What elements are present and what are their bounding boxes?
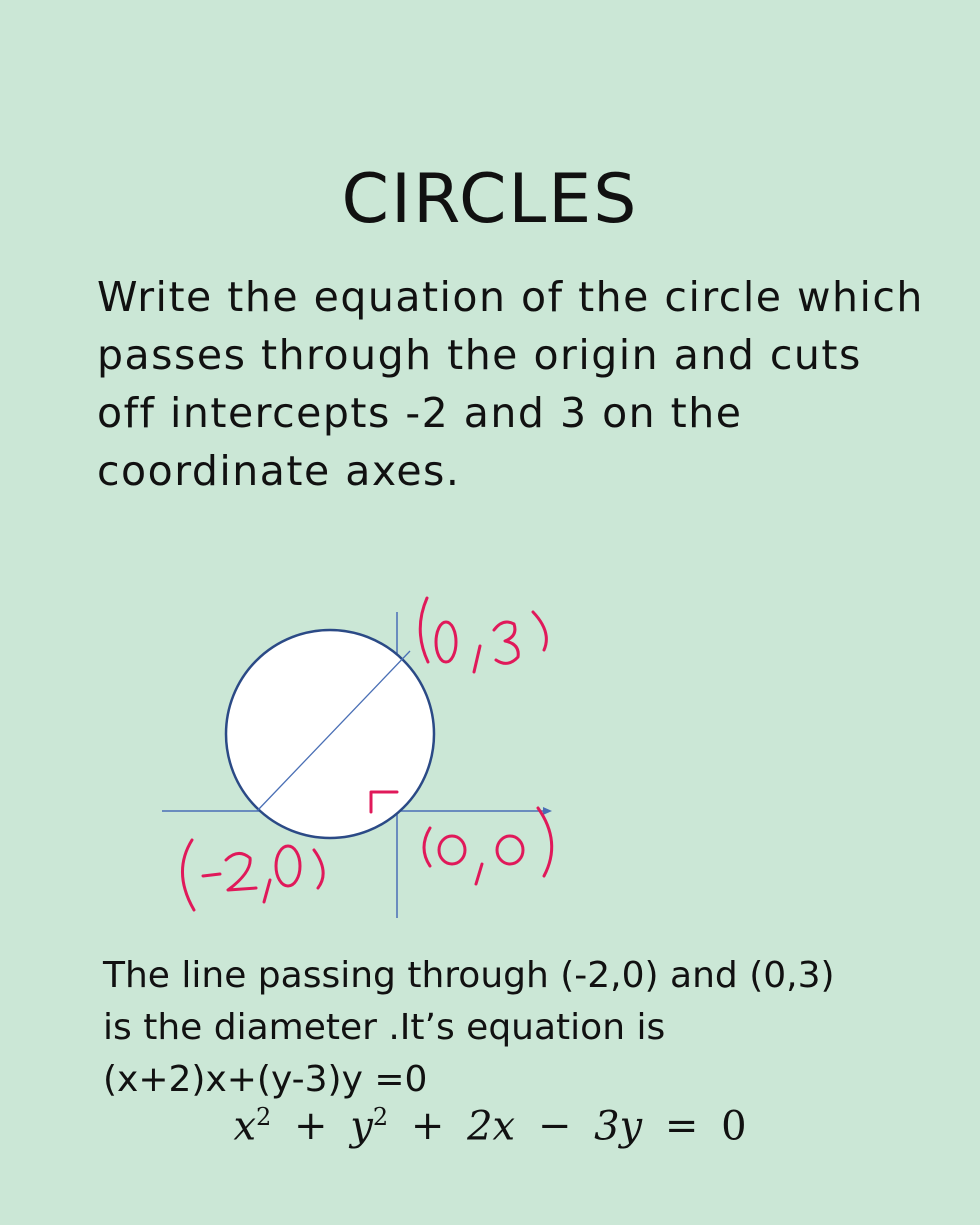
solution-line: is the diameter .It’s equation is — [103, 1007, 666, 1048]
x-axis-arrow-icon — [543, 807, 552, 815]
final-equation: $x^2 + y^2 + 2x - 3y = 0$ — [233, 1103, 747, 1150]
question-line: Write the equation of the circle which — [97, 273, 924, 321]
question-line: off intercepts -2 and 3 on the — [97, 389, 743, 437]
solution-line: The line passing through (-2,0) and (0,3) — [103, 955, 835, 996]
point-label-0-0 — [424, 808, 552, 884]
question-line: coordinate axes. — [97, 447, 461, 495]
point-label-neg2-0 — [182, 840, 323, 910]
page-title: CIRCLES — [341, 160, 639, 239]
point-label-0-3 — [420, 598, 546, 672]
solution-text — [103, 950, 943, 1106]
question-line: passes through the origin and cuts — [97, 331, 862, 379]
solution-line: (x+2)x+(y-3)y =0 — [103, 1059, 428, 1100]
